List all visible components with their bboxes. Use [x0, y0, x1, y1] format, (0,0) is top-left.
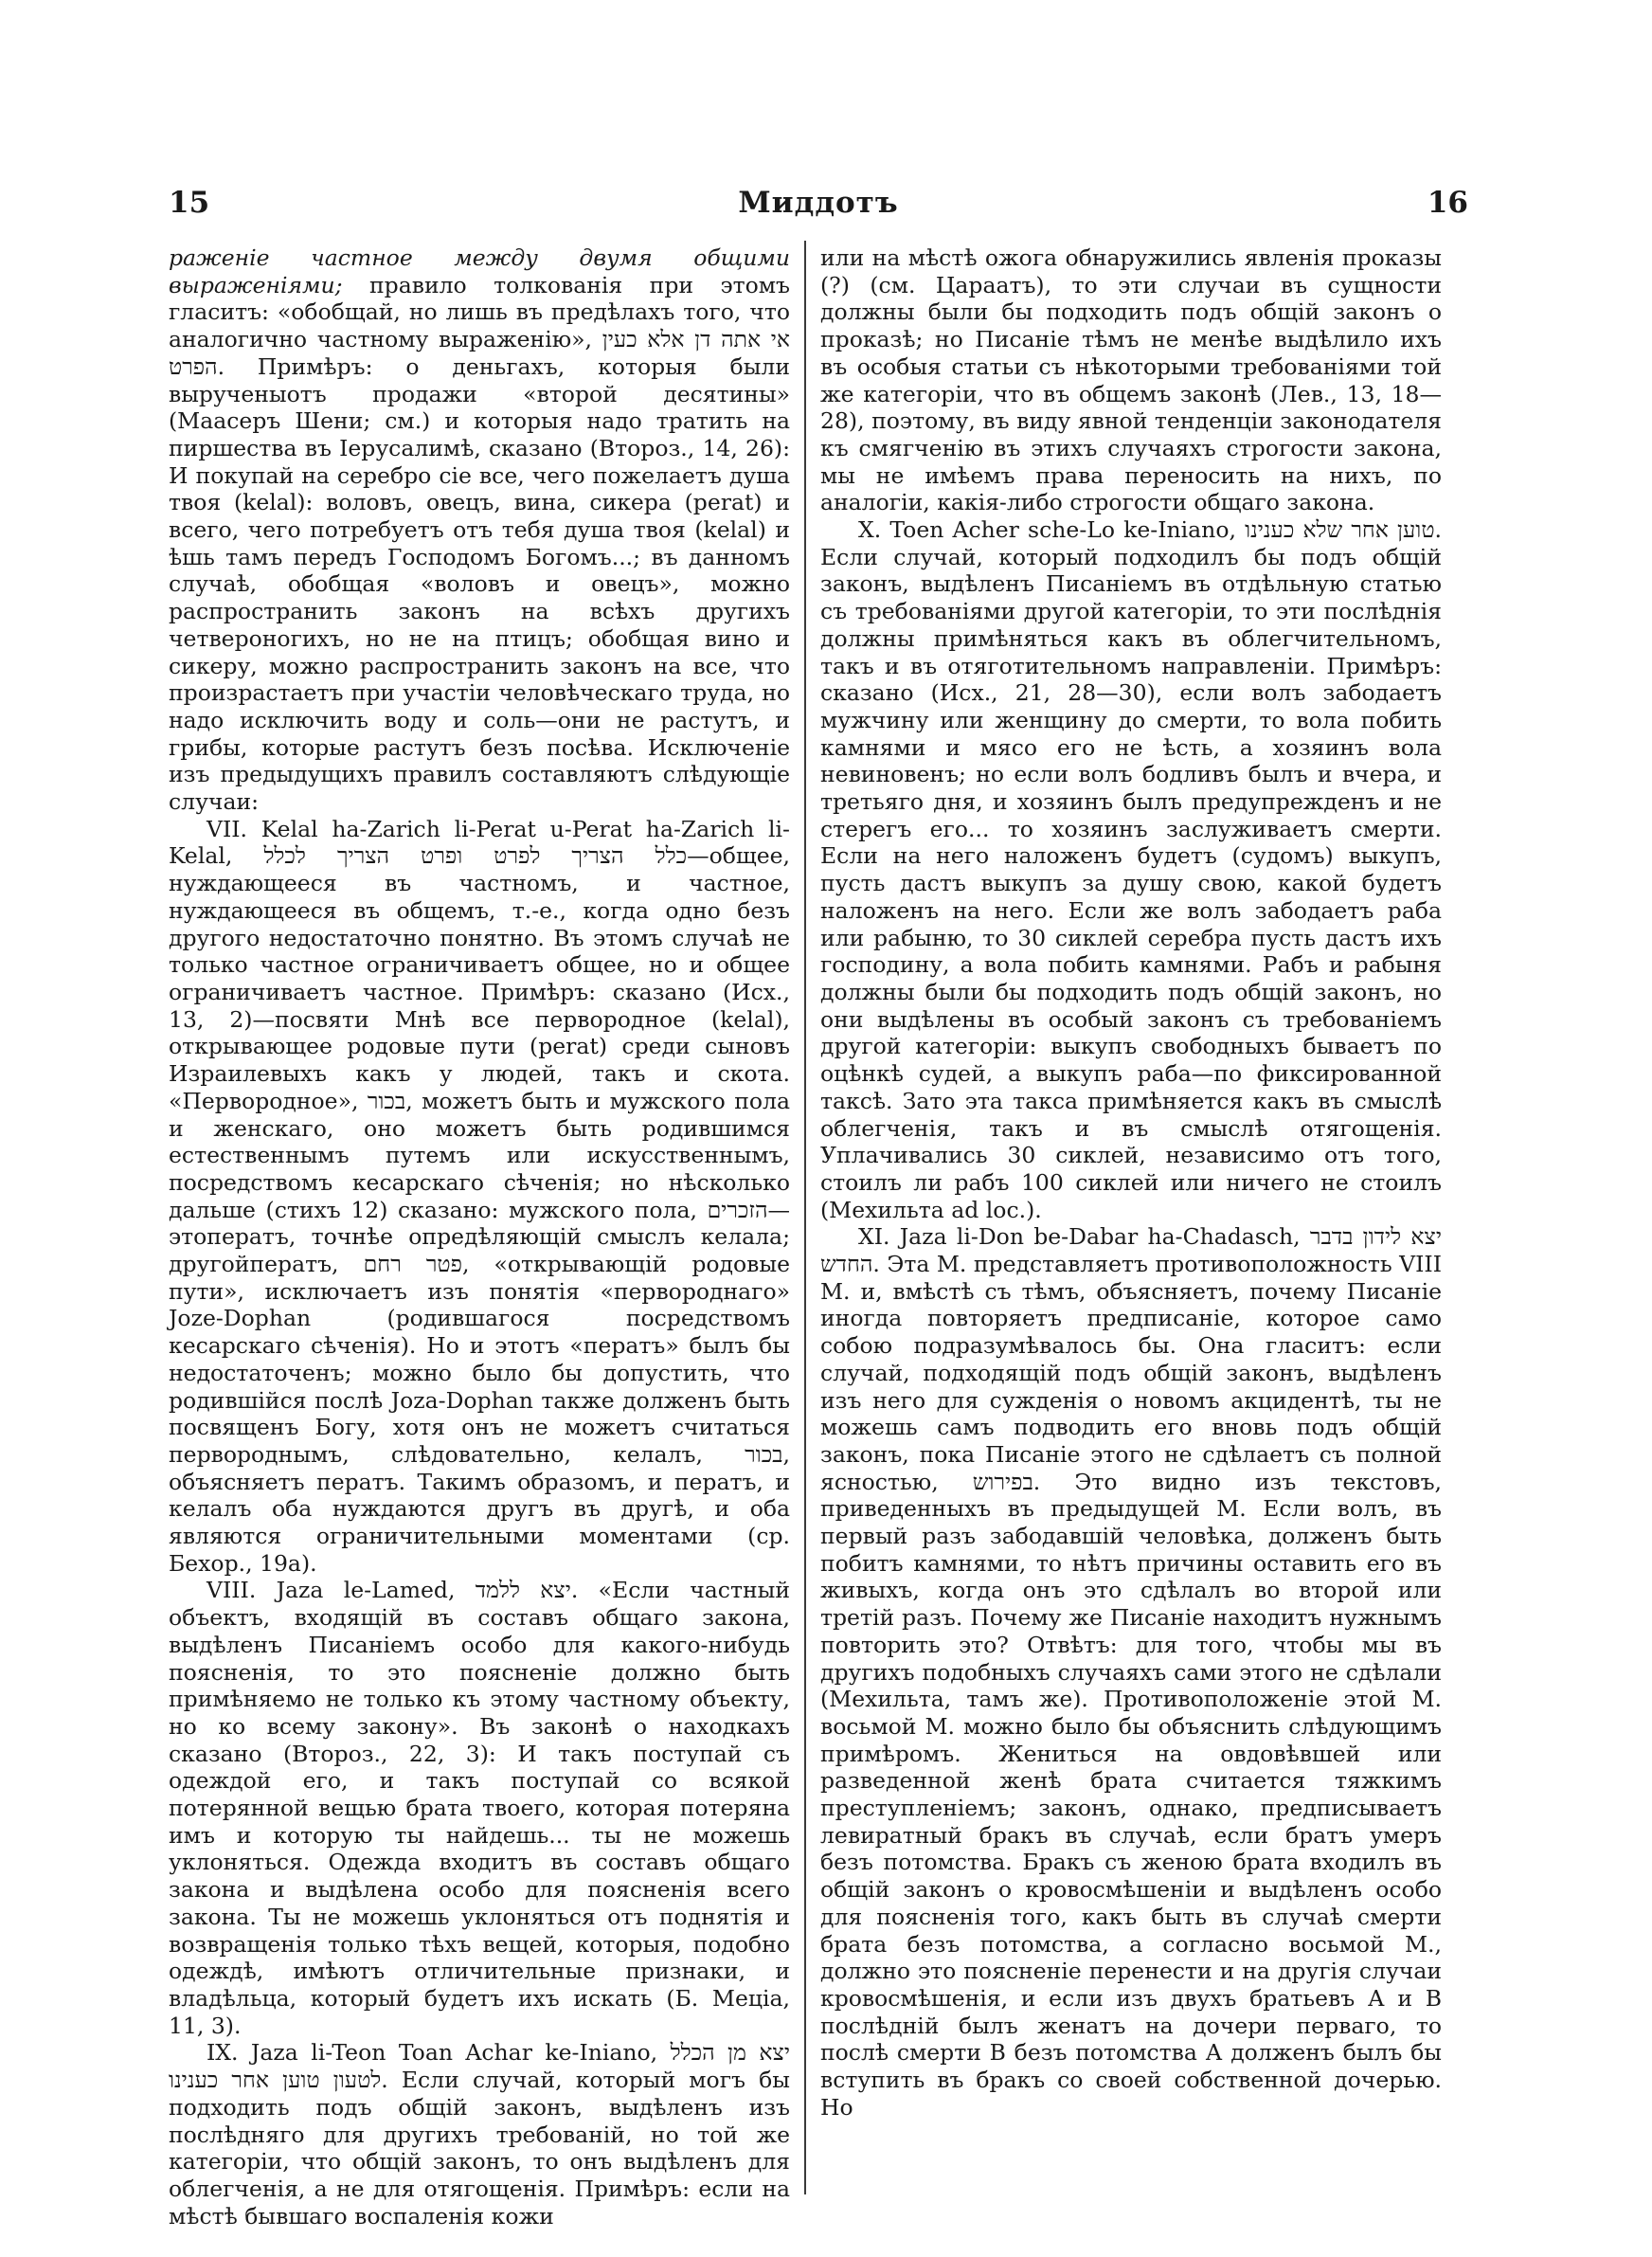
italic-lead-text: раженіе частное между двумя общими выраженіями; — [169, 244, 790, 298]
paragraph-rule-viii: VIII. Jaza le-Lamed, יצא ללמד. «Если частный объектъ, входящій въ составъ общаго закона, выдѣленъ Писаніемъ особо для какого-нибудь поясненія, то это поясненіе должно быть примѣняемо не только къ этому частному объекту, но ко всему закону». Въ законѣ о находкахъ сказано (Второз., 22, 3): И такъ поступай съ одеждой его, и такъ поступай со всякой потерянной вещью брата твоего, которая потеряна имъ и которую ты найдешь... ты не можешь уклоняться. Одежда входитъ въ составъ общаго закона и выдѣлена особо для поясненія всего закона. Ты не можешь уклоняться отъ поднятія и возвращенія только тѣхъ вещей, которыя, подобно одеждѣ, имѣютъ отличительные признаки, и владѣльца, который будетъ ихъ искать (Б. Меціа, 11, 3). — [169, 1577, 791, 2039]
right-column — [820, 244, 1442, 2122]
paragraph-rule-x: X. Toen Acher sche-Lo ke-Iniano, טוען אחר שלא כענינו. Если случай, который подходилъ бы подъ общій законъ, выдѣленъ Писаніемъ въ отдѣльную статью съ требованіями другой категоріи, то эти послѣднія должны примѣняться какъ въ облегчительномъ, такъ и въ отяготительномъ направленіи. Примѣръ: сказано (Исх., 21, 28—30), если волъ забодаетъ мужчину или женщину до смерти, то вола побить камнями и мясо его не ѣсть, а хозяинъ вола невиновенъ; но если волъ бодливъ былъ и вчера, и третьяго дня, и хозяинъ былъ предупрежденъ и не стерегъ его... то хозяинъ заслуживаетъ смерти. Если на него наложенъ будетъ (судомъ) выкупъ, пусть дастъ выкупъ за душу свою, какой будетъ наложенъ на него. Если же волъ забодаетъ раба или рабыню, то 30 сиклей серебра пусть дастъ ихъ господину, а вола побить камнями. Рабъ и рабыня должны были бы подходить подъ общій законъ, но они выдѣлены въ особый законъ съ требованіемъ другой категоріи: выкупъ свободныхъ бываетъ по оцѣнкѣ судей, а выкупъ раба—по фиксированной таксѣ. Зато эта такса примѣняется какъ въ смыслѣ облегченія, такъ и въ смыслѣ отягощенія. Уплачивались 30 сиклей, независимо отъ того, стоилъ ли рабъ 100 сиклей или ничего не стоилъ (Мехильта ad loc.). — [820, 516, 1442, 1223]
paragraph-text: правило толкованія при этомъ гласитъ: «обобщай, но лишь въ предѣлахъ того, что аналогично частному выраженію», אי אתה דן אלא כעין הפרט. Примѣръ: о деньгахъ, которыя были вырученыотъ продажи «второй десятины» (Маасеръ Шени; см.) и которыя надо тратить на пиршества въ Іерусалимѣ, сказано (Второз., 14, 26): И покупай на серебро сіе все, чего пожелаетъ душа твоя (kelal): воловъ, овецъ, вина, сикера (perat) и всего, чего потребуетъ отъ тебя душа твоя (kelal) и ѣшь тамъ передъ Господомъ Богомъ...; въ данномъ случаѣ, обобщая «воловъ и овецъ», можно распространить законъ на всѣхъ другихъ четвероногихъ, но не на птицъ; обобщая вино и сикеру, можно распространить законъ на все, что произрастаетъ при участіи человѣческаго труда, но надо исключить воду и соль—они не растутъ, и грибы, которые растутъ безъ посѣва. Исключеніе изъ предыдущихъ правилъ составляютъ слѣдующіе случаи: — [169, 271, 790, 816]
page-number-right: 16 — [1427, 186, 1468, 220]
paragraph-continuation — [169, 244, 790, 816]
paragraph-rule-ix: IX. Jaza li-Teon Toan Achar ke-Iniano, יצא מן הכלל לטעון טוען אחר כענינו. Если случай, который могъ бы подходить подъ общій законъ, выдѣленъ изъ послѣдняго для другихъ требованій, но той же категоріи, что общій законъ, то онъ выдѣленъ для облегченія, а не для отягощенія. Примѣръ: если на мѣстѣ бывшаго воспаленія кожи — [169, 2039, 790, 2230]
page-header — [169, 186, 1468, 224]
paragraph-continuation-right: или на мѣстѣ ожога обнаружились явленія проказы (?) (см. Цараатъ), то эти случаи въ сущности должны были бы подходить подъ общій законъ о проказѣ; но Писаніе тѣмъ не менѣе выдѣлило ихъ въ особыя статьи съ нѣкоторыми требованіями той же категоріи, что въ общемъ законѣ (Лев., 13, 18—28), поэтому, въ виду явной тенденціи законодателя къ смягченію въ этихъ случаяхъ строгости закона, мы не имѣемъ права переносить на нихъ, по аналогіи, какія-либо строгости общаго закона. — [820, 244, 1442, 516]
left-column — [169, 244, 790, 2230]
paragraph-rule-xi: XI. Jaza li-Don be-Dabar ha-Chadasch, יצא לידון בדבר החדש. Эта М. представляетъ противоположность VIII М. и, вмѣстѣ съ тѣмъ, объясняетъ, почему Писаніе иногда повторяетъ предписаніе, которое само собою подразумѣвалось бы. Она гласитъ: если случай, подходящій подъ общій законъ, выдѣленъ изъ него для сужденія о новомъ акцидентѣ, ты не можешь самъ подводить его вновь подъ общій законъ, пока Писаніе этого не сдѣлаетъ съ полной ясностью, בפירוש. Это видно изъ текстовъ, приведенныхъ въ предыдущей М. Если волъ, въ первый разъ забодавшій человѣка, долженъ быть побитъ камнями, то нѣтъ причины оставить его въ живыхъ, когда онъ это сдѣлалъ во второй или третій разъ. Почему же Писаніе находитъ нужнымъ повторить это? Отвѣтъ: для того, чтобы мы въ другихъ подобныхъ случаяхъ сами этого не сдѣлали (Мехильта, тамъ же). Противоположеніе этой М. восьмой М. можно было бы объяснить слѣдующимъ примѣромъ. Жениться на овдовѣвшей или разведенной женѣ брата считается тяжкимъ преступленіемъ; законъ, однако, предписываетъ левиратный бракъ въ случаѣ, если братъ умеръ безъ потомства. Бракъ съ женою брата входилъ въ общій законъ о кровосмѣшеніи и выдѣленъ особо для поясненія того, какъ быть въ случаѣ смерти брата безъ потомства, а согласно восьмой М., должно это поясненіе перенести и на другія случаи кровосмѣшенія, и если изъ двухъ братьевъ А и В послѣдній былъ женатъ на дочери перваго, то послѣ смерти В безъ потомства А долженъ былъ бы вступить въ бракъ со своей собственной дочерью. Но — [820, 1223, 1442, 2121]
running-title: Миддотъ — [738, 186, 899, 220]
column-divider — [804, 241, 806, 2194]
page-number-left: 15 — [169, 186, 210, 220]
paragraph-rule-vii: VII. Kelal ha-Zarich li-Perat u-Perat ha-Zarich li-Kelal, כלל הצריך לפרט ופרט הצריך לכלל—общее, нуждающееся въ частномъ, и частное, нуждающееся въ общемъ, т.-е., когда одно безъ другого недостаточно понятно. Въ этомъ случаѣ не только частное ограничиваетъ общее, но и общее ограничиваетъ частное. Примѣръ: сказано (Исх., 13, 2)—посвяти Мнѣ все первородное (kelal), открывающее родовые пути (perat) среди сыновъ Израилевыхъ какъ у людей, такъ и скота. «Перворoдное», בכור, можетъ быть и мужского пола и женскаго, оно можетъ быть родившимся естественнымъ путемъ или искусственнымъ, посредствомъ кесарскаго сѣченія; но нѣсколько дальше (стихъ 12) сказано: мужского пола, הזכרים—этоператъ, точнѣе опредѣляющій смыслъ келала; другойператъ, פטר רחם, «открывающій родовые пути», исключаетъ изъ понятія «первороднаго» Joze-Dophan (родившагося посредствомъ кесарскаго сѣченія). Но и этотъ «ператъ» былъ бы недостаточенъ; можно было бы допустить, что родившійся послѣ Joza-Dophan также долженъ быть посвященъ Богу, хотя онъ не можетъ считаться первороднымъ, слѣдовательно, келалъ, בכור, объясняетъ ператъ. Такимъ образомъ, и ператъ, и келалъ оба нуждаются другъ въ другѣ, и оба являются ограничительными моментами (ср. Бехор., 19а). — [169, 815, 790, 1577]
